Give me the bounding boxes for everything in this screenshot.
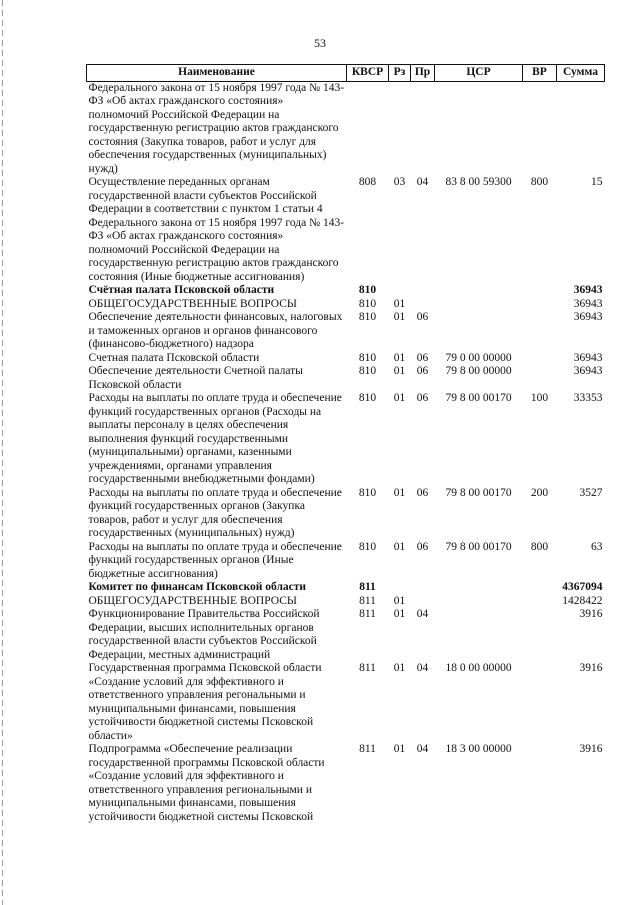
cell-sum: 36943	[573, 365, 603, 377]
cell-rz	[389, 81, 411, 176]
cell-vr: 800	[530, 176, 549, 188]
cell-vr	[523, 365, 557, 392]
table-row	[87, 662, 605, 743]
cell-rz: 01	[393, 486, 406, 499]
table-row	[87, 81, 605, 176]
table-row	[87, 365, 605, 392]
header-sum: Сумма	[557, 65, 605, 82]
cell-sum: 3916	[579, 743, 603, 755]
cell-pr: 04	[416, 662, 429, 674]
header-csr: ЦСР	[435, 65, 523, 82]
table-row	[87, 608, 605, 662]
cell-vr	[523, 352, 557, 366]
cell-vr	[523, 81, 557, 176]
cell-csr: 18 0 00 00000	[445, 662, 512, 674]
cell-pr	[411, 81, 435, 176]
cell-rz: 01	[393, 743, 406, 755]
cell-kvsr: 810	[358, 365, 377, 377]
cell-rz: 01	[393, 297, 406, 310]
table-row	[87, 176, 605, 284]
cell-sum: 36943	[573, 297, 603, 310]
cell-sum	[557, 81, 605, 176]
cell-rz: 03	[393, 176, 406, 188]
cell-name: Обеспечение деятельности Счетной палаты Псковской области	[88, 365, 303, 391]
table-row	[87, 743, 605, 824]
header-vr: ВР	[523, 65, 557, 82]
cell-kvsr: 810	[358, 297, 377, 310]
cell-sum: 36943	[573, 284, 603, 296]
scan-edge-line	[2, 0, 3, 905]
cell-sum: 33353	[573, 392, 603, 404]
header-pr: Пр	[411, 65, 435, 82]
cell-name: ОБЩЕГОСУДАРСТВЕННЫЕ ВОПРОСЫ	[88, 297, 297, 310]
cell-pr	[411, 581, 435, 595]
cell-kvsr: 810	[358, 540, 377, 553]
budget-table	[86, 64, 605, 824]
cell-csr: 18 3 00 00000	[445, 743, 512, 755]
cell-kvsr: 808	[358, 176, 377, 188]
cell-name: Счетная палата Псковской области	[88, 351, 260, 364]
cell-pr: 04	[416, 743, 429, 755]
cell-name: Федерального закона от 15 ноября 1997 года № 143-ФЗ «Об актах гражданского состояния» полномочий Российской Федерации на государственную регистрацию актов гражданского состояния (Закупка товаров, работ и услуг для обеспечения государственных (муниципальных) нужд)	[88, 81, 345, 175]
cell-rz: 01	[393, 351, 406, 364]
cell-rz	[389, 581, 411, 595]
cell-name: Обеспечение деятельности финансовых, налоговых и таможенных органов и органов финансового (финансово-бюджетного) надзора	[88, 311, 343, 350]
cell-pr: 06	[416, 351, 429, 364]
cell-csr	[435, 298, 523, 312]
cell-vr: 100	[530, 392, 549, 404]
cell-csr	[435, 284, 523, 298]
cell-csr: 79 8 00 00170	[445, 486, 512, 499]
cell-sum: 3916	[579, 608, 603, 620]
cell-rz: 01	[393, 594, 406, 607]
cell-vr	[523, 298, 557, 312]
cell-rz: 01	[393, 662, 406, 674]
cell-kvsr: 810	[358, 351, 377, 364]
cell-kvsr: 810	[358, 284, 377, 296]
cell-pr: 04	[416, 176, 429, 188]
cell-rz: 01	[393, 311, 406, 323]
cell-csr	[435, 581, 523, 595]
cell-pr: 04	[416, 608, 429, 620]
cell-csr	[435, 81, 523, 176]
cell-vr: 800	[530, 540, 549, 553]
cell-kvsr: 810	[358, 311, 377, 323]
table-row	[87, 392, 605, 487]
cell-pr: 06	[416, 486, 429, 499]
cell-kvsr: 811	[359, 662, 376, 674]
cell-kvsr: 810	[358, 486, 377, 499]
cell-rz: 01	[393, 365, 406, 377]
cell-kvsr: 811	[359, 594, 376, 607]
cell-name: Расходы на выплаты по оплате труда и обеспечение функций государственных органов (Иные бюджетные ассигнования)	[88, 540, 342, 580]
header-name: Наименование	[87, 65, 347, 82]
cell-sum: 63	[591, 540, 603, 553]
cell-vr	[523, 311, 557, 352]
header-rz: Рз	[389, 65, 411, 82]
cell-sum: 1428422	[562, 594, 603, 607]
cell-kvsr: 810	[358, 392, 377, 404]
page-number: 53	[314, 36, 326, 50]
cell-sum: 3527	[579, 486, 603, 499]
cell-sum: 36943	[573, 311, 603, 323]
cell-name: Счётная палата Псковской области	[88, 284, 275, 296]
cell-kvsr: 811	[359, 608, 376, 620]
cell-name: ОБЩЕГОСУДАРСТВЕННЫЕ ВОПРОСЫ	[88, 594, 297, 607]
cell-pr	[411, 298, 435, 312]
cell-kvsr: 811	[359, 581, 376, 593]
cell-csr: 79 0 00 00000	[445, 351, 512, 364]
cell-name: Расходы на выплаты по оплате труда и обеспечение функций государственных органов (Расходы на выплаты персоналу в целях обеспечения выполнения функций государственными (муниципальными) органами, казенными учреждениями, органами управления государственными внебюджетными фондами)	[88, 392, 342, 485]
cell-sum: 3916	[579, 662, 603, 674]
cell-pr: 06	[416, 540, 429, 553]
table-row	[87, 311, 605, 352]
cell-csr: 79 8 00 00170	[445, 540, 512, 553]
header-row	[87, 65, 605, 82]
cell-pr	[411, 595, 435, 609]
cell-pr: 06	[416, 365, 429, 377]
cell-vr	[523, 608, 557, 662]
cell-csr	[435, 595, 523, 609]
cell-vr	[523, 743, 557, 824]
table-row	[87, 298, 605, 312]
header-kvsr: КВСР	[347, 65, 389, 82]
cell-name: Расходы на выплаты по оплате труда и обеспечение функций государственных органов (Закупка товаров, работ и услуг для обеспечения государственных (муниципальных) нужд)	[88, 486, 342, 539]
cell-pr	[411, 284, 435, 298]
cell-vr	[523, 595, 557, 609]
cell-sum: 4367094	[562, 581, 603, 593]
table-row	[87, 541, 605, 582]
cell-kvsr: 811	[359, 743, 376, 755]
cell-vr	[523, 284, 557, 298]
cell-sum: 36943	[573, 351, 603, 364]
cell-sum: 15	[591, 176, 603, 188]
cell-vr: 200	[530, 486, 549, 499]
cell-csr	[435, 311, 523, 352]
cell-csr	[435, 608, 523, 662]
cell-pr: 06	[416, 392, 429, 404]
cell-name: Государственная программа Псковской области «Создание условий для эффективного и ответственного управления регональными и муниципальными финансами, повышения устойчивости бюджетной системы Псковской области»	[88, 662, 322, 742]
cell-name: Комитет по финансам Псковской области	[88, 581, 307, 593]
cell-csr: 79 8 00 00170	[445, 392, 512, 404]
cell-vr	[523, 662, 557, 743]
cell-csr: 79 8 00 00000	[445, 365, 512, 377]
cell-rz: 01	[393, 608, 406, 620]
table-row	[87, 487, 605, 541]
cell-rz: 01	[393, 540, 406, 553]
table-row	[87, 595, 605, 609]
table-row	[87, 284, 605, 298]
table-body	[87, 81, 605, 824]
cell-pr: 06	[416, 311, 429, 323]
cell-vr	[523, 581, 557, 595]
table-header	[87, 65, 605, 82]
table-row	[87, 352, 605, 366]
cell-name: Функционирование Правительства Российской Федерации, высших исполнительных органов государственной власти субъектов Российской Федерации, местных администраций	[88, 608, 320, 661]
cell-csr: 83 8 00 59300	[445, 176, 512, 188]
table-row	[87, 581, 605, 595]
cell-name: Осуществление переданных органам государственной власти субъектов Российской Федерации в соответствии с пунктом 1 статьи 4 Федерального закона от 15 ноября 1997 года № 143-ФЗ «Об актах гражданского состояния» полномочий Российской Федерации на государственную регистрацию актов гражданского состояния (Иные бюджетные ассигнования)	[88, 176, 345, 283]
cell-rz	[389, 284, 411, 298]
cell-kvsr	[347, 81, 389, 176]
cell-rz: 01	[393, 392, 406, 404]
cell-name: Подпрограмма «Обеспечение реализации государственной программы Псковской области «Создание условий для эффективного и ответственного управления региональными и муниципальными финансами, повышения устойчивости бюджетной системы Псковской	[88, 743, 325, 823]
